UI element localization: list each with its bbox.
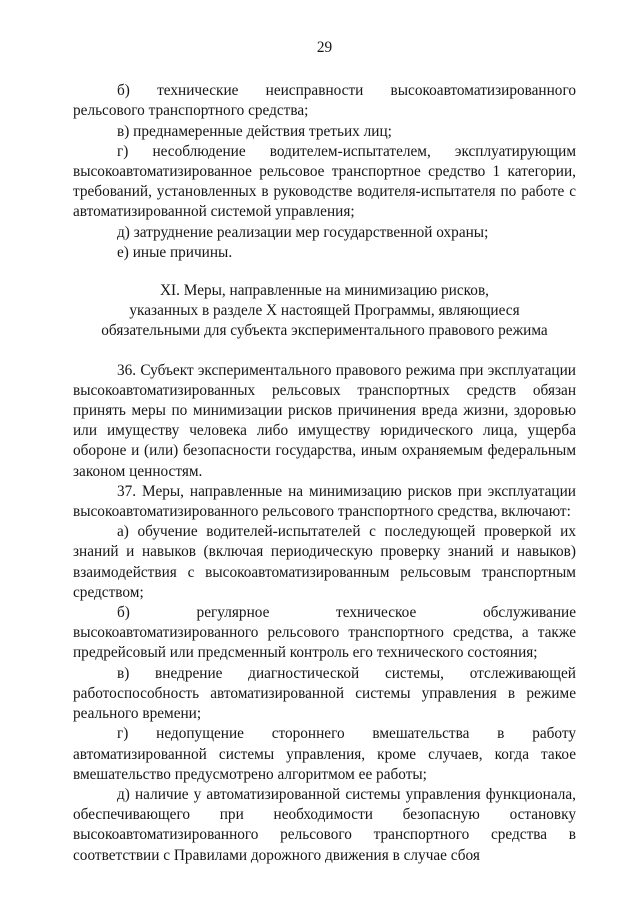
- paragraph-36: 36. Субъект экспериментального правового режима при эксплуатации высокоавтоматизированных рельсовых транспортных средств обязан принять меры по минимизации рисков причинения вреда жизни, здоровью или имуществу человека либо имуществу юридического лица, ущерба обороне и (или) безопасности государства, иным охраняемым федеральным законом ценностям.: [73, 361, 576, 480]
- list-item-g: г) несоблюдение водителем-испытателем, эксплуатирующим высокоавтоматизированное рельсовое транспортное средство 1 категории, требований, установленных в руководстве водителя-испытателя по работе с автоматизированной системой управления;: [73, 142, 576, 221]
- section-heading-line: указанных в разделе X настоящей Программы, являющиеся: [129, 302, 520, 320]
- measure-item-g: г) недопущение стороннего вмешательства в работу автоматизированной системы управления, кроме случаев, когда такое вмешательство предусмотрено алгоритмом ее работы;: [73, 725, 576, 783]
- measure-item-v: в) внедрение диагностической системы, отслеживающей работоспособность автоматизированной системы управления в режиме реального времени;: [73, 664, 576, 723]
- section-heading: [73, 281, 576, 342]
- section-heading-line: обязательными для субъекта экспериментального правового режима: [101, 322, 548, 340]
- list-top: [73, 81, 576, 263]
- list-item-e: е) иные причины.: [117, 243, 233, 261]
- page-number: 29: [316, 39, 333, 56]
- list-item-b: б) технические неисправности высокоавтоматизированного рельсового транспортного средства;: [73, 82, 576, 120]
- measure-item-b: б) регулярное техническое обслуживание высокоавтоматизированного рельсового транспортного средства, а также предрейсовый или предсменный контроль его технического состояния;: [73, 604, 576, 662]
- list-item-v: в) преднамеренные действия третьих лиц;: [117, 122, 392, 140]
- measure-item-a: а) обучение водителей-испытателей с последующей проверкой их знаний и навыков (включая периодическую проверку знаний и навыков) взаимодействия с высокоавтоматизированным рельсовым транспортным средством;: [73, 523, 576, 601]
- section-heading-line: XI. Меры, направленные на минимизацию рисков,: [160, 282, 489, 300]
- paragraph-37: 37. Меры, направленные на минимизацию рисков при эксплуатации высокоавтоматизированного рельсового транспортного средства, включают:: [73, 482, 576, 521]
- list-item-d: д) затруднение реализации мер государственной охраны;: [117, 223, 489, 241]
- measure-item-d: д) наличие у автоматизированной системы управления функционала, обеспечивающего при необходимости безопасную остановку высокоавтоматизированного рельсового транспортного средства в соответствии с Правилами дорожного движения в случае сбоя: [73, 785, 576, 864]
- section-body: [73, 361, 576, 866]
